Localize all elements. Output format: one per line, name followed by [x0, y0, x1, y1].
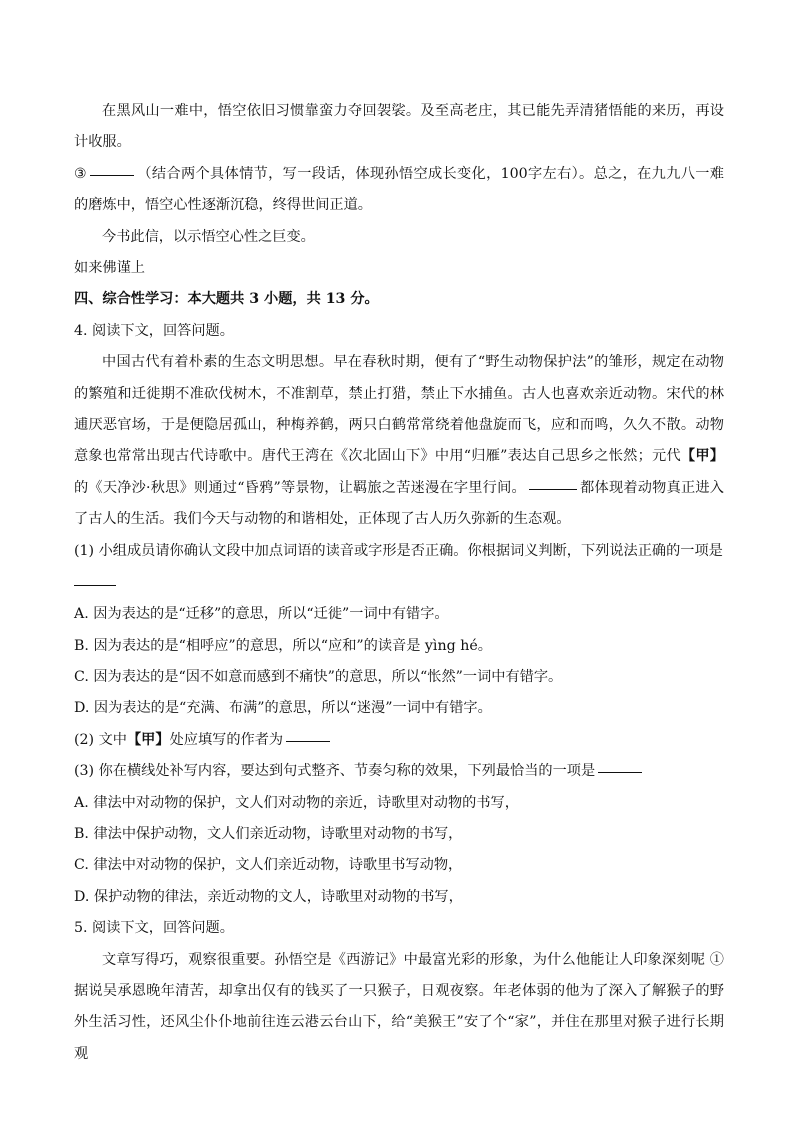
option-a: A. 因为表达的是“迁移”的意思，所以“迁徙”一词中有错字。 [74, 606, 449, 623]
passage-text: 都体现着动物真正进入了古人的生活。我们今天与动物的和谐相处，正体现了古人历久弥新的生态观。 [74, 479, 724, 528]
passage-text: 中国古代有着朴素的生态文明思想。早在春秋时期，便有了“野生动物保护法”的雏形，规定在动物的繁殖和迁徙期不准砍伐树木，不准割草，禁止打猎，禁止下水捕鱼。古人也喜欢亲近动物。宋代的林逋厌恶官场，于是便隐居孤山，种梅养鹤，两只白鹤常常绕着他盘旋而飞，应和而鸣，久久不散。动物意象也常常出现古代诗歌中。唐代王湾在《次北固山下》中用“归雁”表达自己思乡之怅然；元代 [74, 354, 724, 465]
document-body [74, 96, 724, 1070]
circled-number: ③ [74, 165, 88, 182]
paragraph-wukong-growth: 在黑风山一难中，悟空依旧习惯靠蛮力夺回袈裟。及至高老庄，其已能先弄清猪悟能的来历，再设计收服。 [74, 103, 724, 151]
mark-jia: 【甲】 [680, 448, 724, 465]
question-4-2 [74, 725, 724, 756]
answer-blank[interactable] [90, 174, 134, 176]
question-text: 处应填写的作者为 [169, 731, 284, 748]
section-heading: 四、综合性学习：本大题共 3 小题，共 13 分。 [74, 291, 379, 308]
mark-jia: 【甲】 [126, 731, 170, 748]
question-text: (3) 你在横线处补写内容，要达到句式整齐、节奏匀称的效果，下列最恰当的一项是 [74, 763, 596, 780]
answer-blank[interactable] [286, 740, 330, 742]
paragraph-closing: 今书此信，以示悟空心性之巨变。 [102, 228, 315, 245]
option-b: B. 因为表达的是“相呼应”的意思，所以“应和”的读音是 yìng hé。 [74, 637, 492, 654]
task-three-text: （结合两个具体情节，写一段话，体现孙悟空成长变化，100字左右）。总之，在九九八一难的磨炼中，悟空心性逐渐沉稳，终得世间正道。 [74, 165, 724, 214]
letter-signature: 如来佛谨上 [74, 260, 145, 277]
option-c: C. 律法中对动物的保护，文人们亲近动物，诗歌里书写动物， [74, 857, 463, 874]
answer-blank[interactable] [529, 488, 577, 490]
question-5-intro: 5. 阅读下文，回答问题。 [74, 920, 234, 937]
answer-blank[interactable] [598, 771, 642, 773]
paragraph-task-three [74, 159, 724, 222]
question-text: (2) 文中 [74, 731, 127, 748]
question-4-1: (1) 小组成员请你确认文段中加点词语的读音或字形是否正确。你根据词义判断，下列说法正确的一项是 [74, 542, 723, 559]
answer-blank[interactable] [74, 567, 116, 586]
option-c: C. 因为表达的是“因不如意而感到不痛快”的意思，所以“怅然”一词中有错字。 [74, 668, 563, 685]
option-b: B. 律法中保护动物，文人们亲近动物，诗歌里对动物的书写， [74, 825, 463, 842]
question-5-passage: 文章写得巧，观察很重要。孙悟空是《西游记》中最富光彩的形象，为什么他能让人印象深刻呢 ①据说吴承恩晚年清苦，却拿出仅有的钱买了一只猴子，日观夜察。年老体弱的他为了深入了解猴子的野外生活习性，还风尘仆仆地前往连云港云台山下，给“美猴王”安了个“家”，并住在那里对猴子进行长期观 [74, 951, 724, 1062]
question-4-3 [74, 756, 724, 787]
passage-text: 的《天净沙·秋思》则通过“昏鸦”等景物，让羁旅之苦迷漫在字里行间。 [74, 479, 526, 496]
question-4-intro: 4. 阅读下文，回答问题。 [74, 322, 234, 339]
option-d: D. 保护动物的律法，亲近动物的文人，诗歌里对动物的书写， [74, 888, 463, 905]
option-d: D. 因为表达的是“充满、布满”的意思，所以“迷漫”一词中有错字。 [74, 700, 492, 717]
option-a: A. 律法中对动物的保护，文人们对动物的亲近，诗歌里对动物的书写， [74, 794, 519, 811]
question-4-passage [74, 347, 724, 535]
